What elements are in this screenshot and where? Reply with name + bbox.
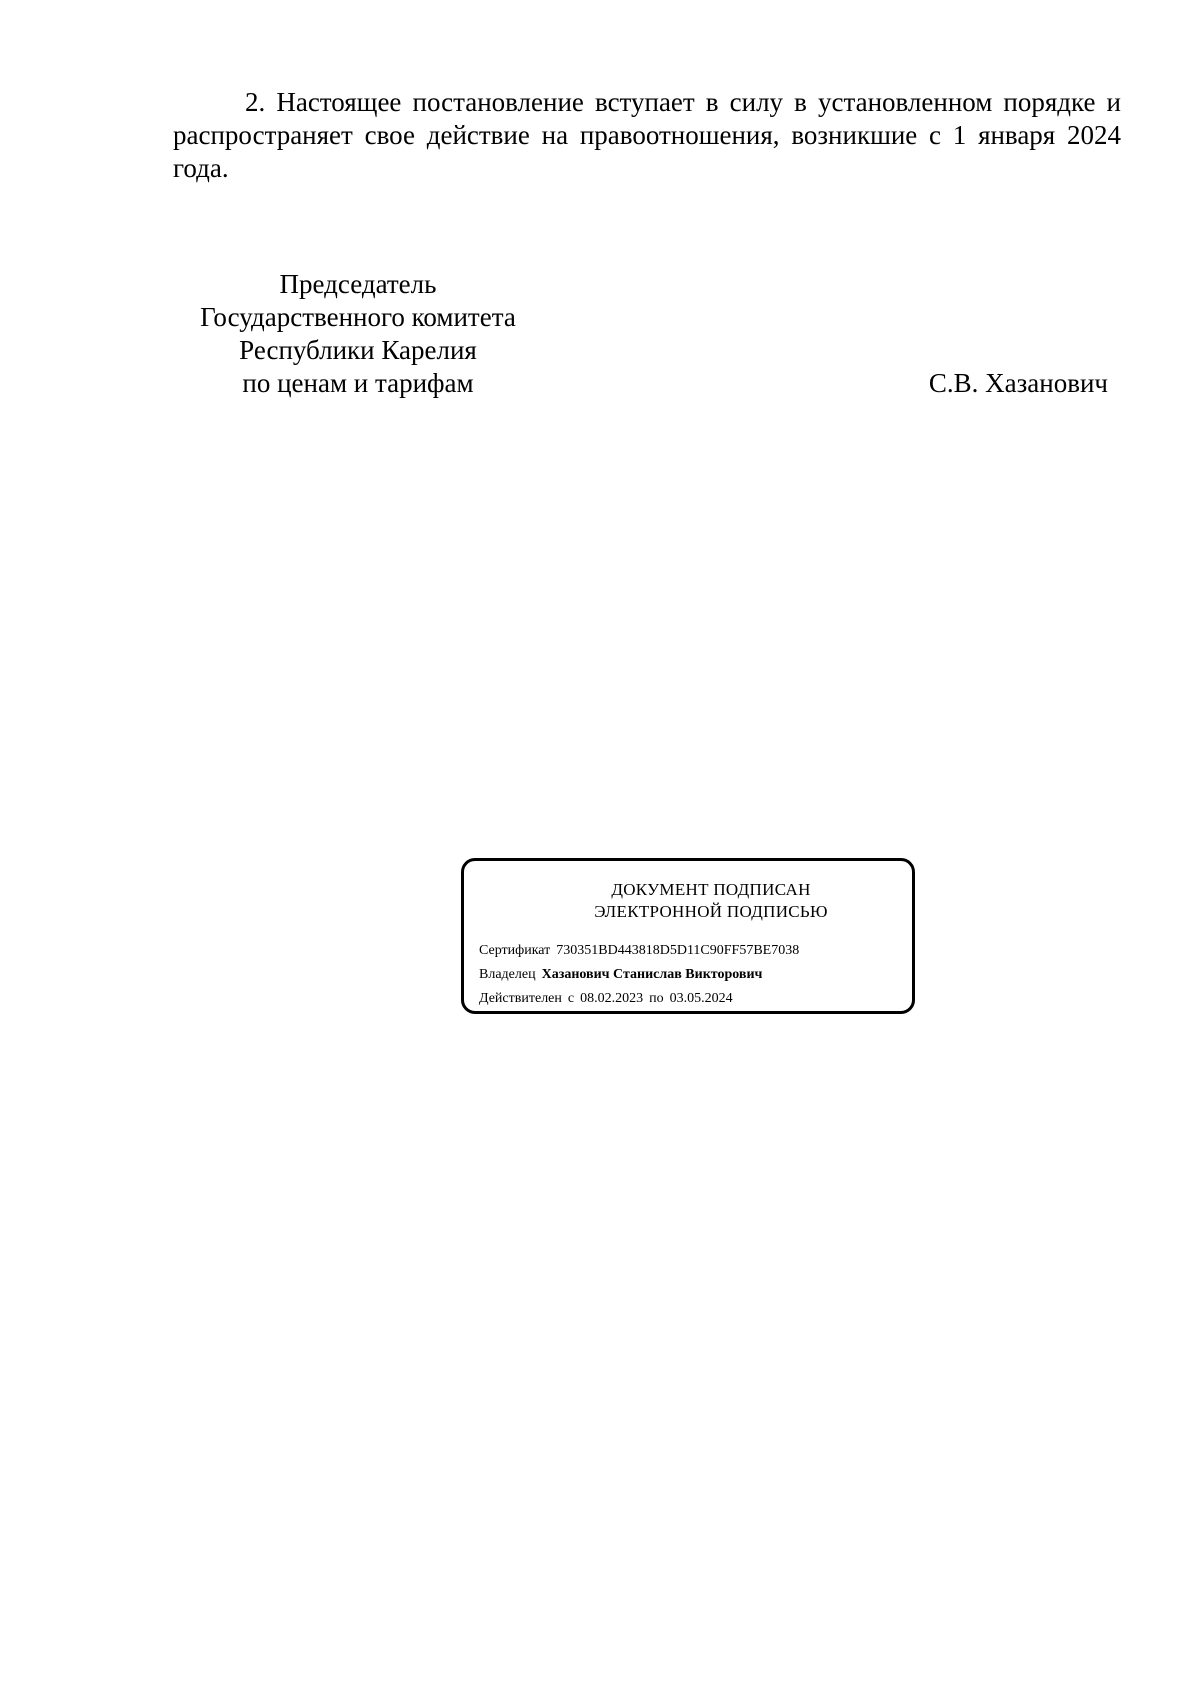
owner-row xyxy=(479,963,899,987)
valid-from-date: 08.02.2023 xyxy=(580,991,644,1006)
valid-to-label: по xyxy=(649,991,664,1006)
owner-label: Владелец xyxy=(479,967,536,982)
signatory-title-line-3: Республики Карелия xyxy=(239,335,477,365)
owner-value: Хазанович Станислав Викторович xyxy=(541,967,763,982)
certificate-label: Сертификат xyxy=(479,943,551,958)
stamp-details xyxy=(479,939,899,1011)
signatory-title-block xyxy=(178,268,538,400)
valid-from-label: с xyxy=(567,991,575,1006)
stamp-title-line-1: ДОКУМЕНТ ПОДПИСАН xyxy=(611,880,811,899)
valid-to-date: 03.05.2024 xyxy=(669,991,733,1006)
signatory-title-line-1: Председатель xyxy=(279,269,437,299)
signatory-title-line-2: Государственного комитета xyxy=(200,302,516,332)
certificate-row xyxy=(479,939,899,963)
signatory-title-line-4: по ценам и тарифам xyxy=(242,368,474,398)
stamp-title-line-2: ЭЛЕКТРОННОЙ ПОДПИСЬЮ xyxy=(594,902,828,921)
validity-row xyxy=(479,987,899,1011)
valid-label: Действителен xyxy=(479,991,562,1006)
stamp-title xyxy=(464,879,918,923)
certificate-value: 730351BD443818D5D11C90FF57BE7038 xyxy=(556,943,800,958)
body-paragraph: 2. Настоящее постановление вступает в силу в установленном порядке и распространяет свое действие на правоотношения, возникшие с 1 января 2024 года. xyxy=(173,87,1121,183)
signer-name: С.В. Хазанович xyxy=(928,368,1108,398)
electronic-signature-stamp xyxy=(461,858,915,1014)
